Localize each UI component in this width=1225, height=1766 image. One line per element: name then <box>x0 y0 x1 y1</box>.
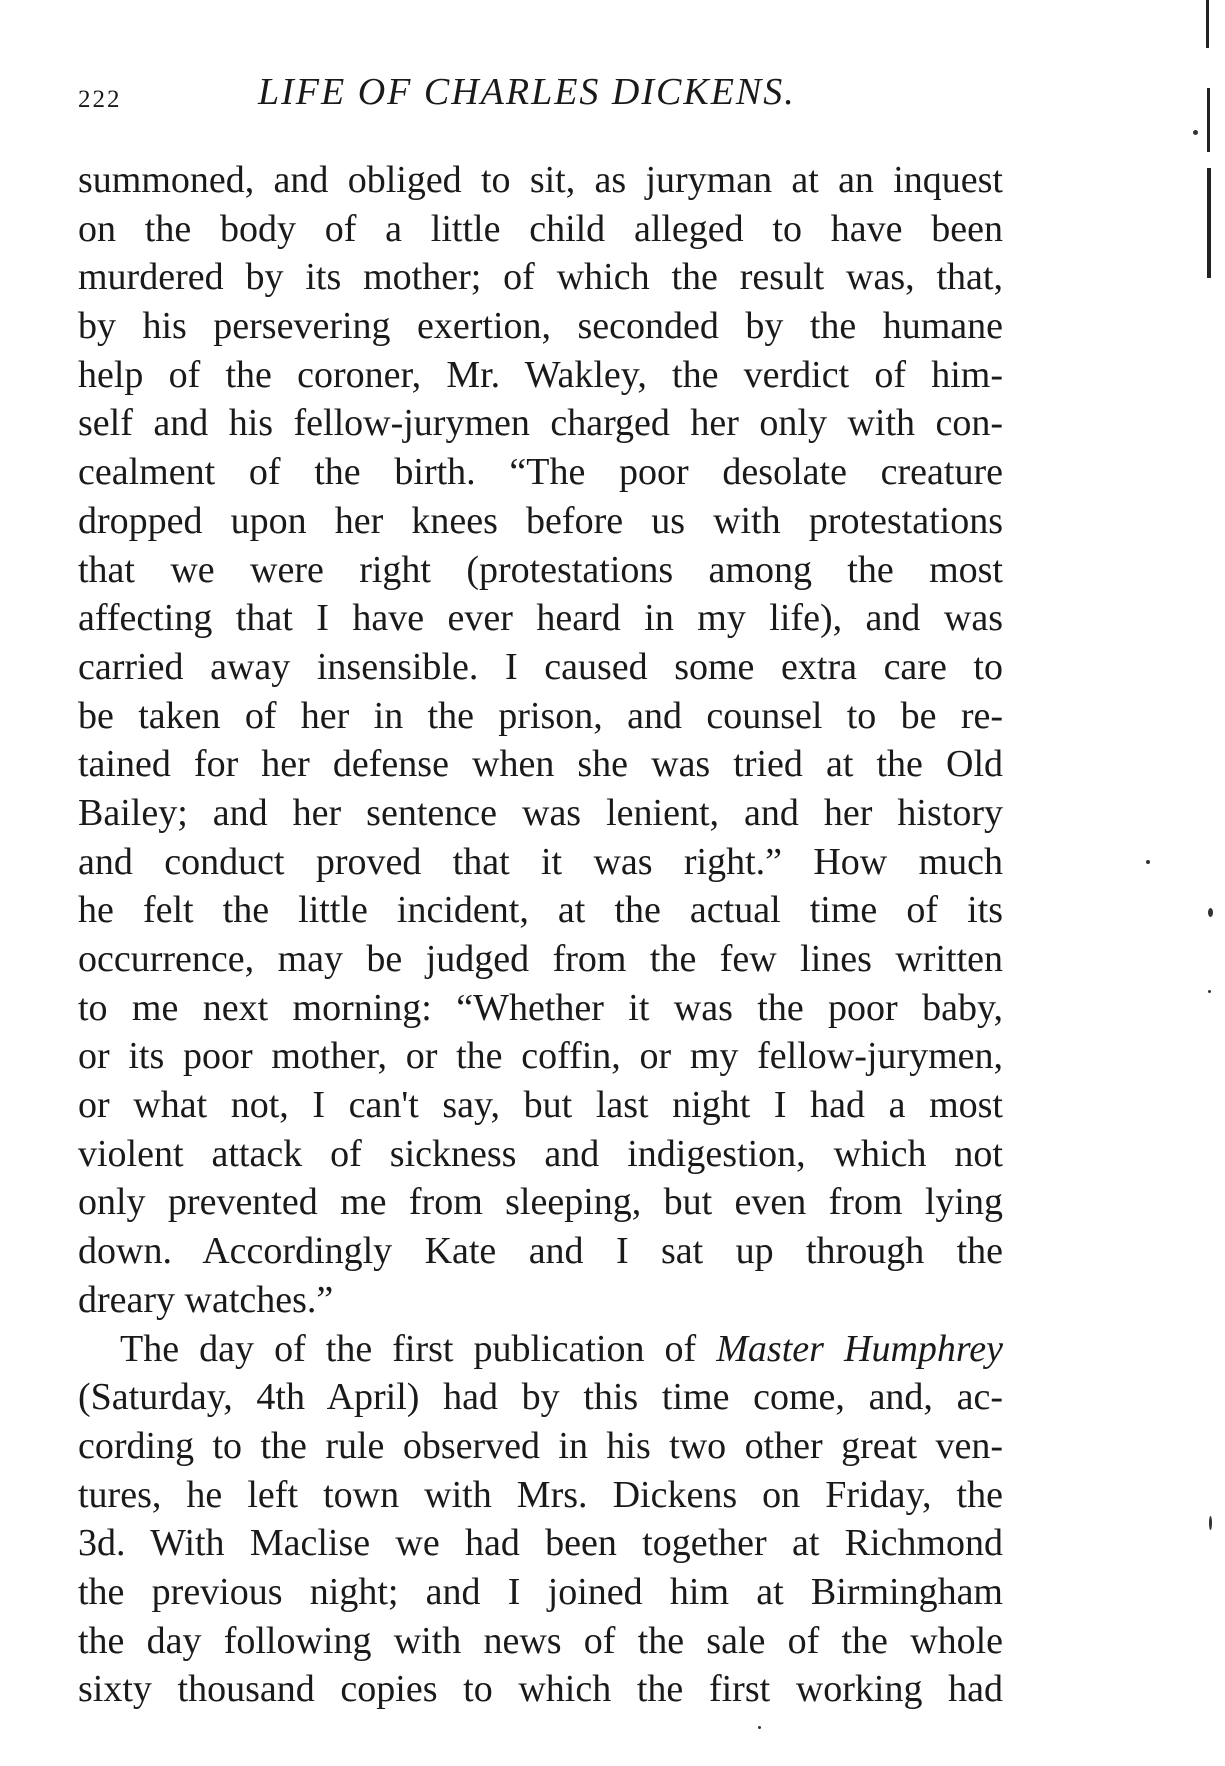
text-line: carried away insensible. I caused some extra care to <box>78 645 1003 688</box>
text-line: sixty thousand copies to which the first working had <box>78 1668 1003 1711</box>
text-line: summoned, and obliged to sit, as juryman at an inquest <box>78 159 1003 201</box>
text-line: on the body of a little child alleged to have been <box>78 207 1003 250</box>
text-line: help of the coroner, Mr. Wakley, the verdict of him- <box>78 353 1003 396</box>
text-line: the day following with news of the sale of the whole <box>78 1619 1003 1662</box>
scan-speck <box>1193 130 1198 135</box>
scan-margin-mark <box>1207 168 1211 278</box>
scan-margin-mark <box>1207 88 1210 152</box>
text-line: (Saturday, 4th April) had by this time come, and, ac- <box>78 1376 1003 1419</box>
text-line: cealment of the birth. “The poor desolate creature <box>78 451 1003 494</box>
text-line: by his persevering exertion, seconded by the humane <box>78 305 1003 348</box>
text-line: and conduct proved that it was right.” How much <box>78 840 1003 883</box>
text-line: only prevented me from sleeping, but even from lying <box>78 1181 1003 1224</box>
text-line: tained for her defense when she was tried at the Old <box>78 743 1003 786</box>
page-header <box>78 70 1003 120</box>
text-line: the previous night; and I joined him at Birmingham <box>78 1570 1003 1613</box>
scan-speck <box>758 1726 761 1729</box>
text-line: tures, he left town with Mrs. Dickens on Friday, the <box>78 1473 1003 1516</box>
text-line: down. Accordingly Kate and I sat up through the <box>78 1230 1003 1273</box>
text-line: that we were right (protestations among the most <box>78 548 1003 591</box>
text-line: 3d. With Maclise we had been together at Richmond <box>78 1522 1003 1565</box>
text-line: murdered by its mother; of which the result was, that, <box>78 256 1003 299</box>
text-line: be taken of her in the prison, and counsel to be re- <box>78 694 1003 737</box>
text-line: cording to the rule observed in his two other great ven- <box>78 1424 1003 1467</box>
scan-speck <box>1208 990 1211 993</box>
text-line: dropped upon her knees before us with protestations <box>78 499 1003 542</box>
body-text <box>78 156 1003 1714</box>
text-line: self and his fellow-jurymen charged her only with con- <box>78 402 1003 445</box>
scan-speck <box>1208 908 1213 917</box>
text-line: to me next morning: “Whether it was the poor baby, <box>78 986 1003 1029</box>
text-run: The day of the first publication of <box>120 1327 717 1370</box>
text-line: he felt the little incident, at the actual time of its <box>78 889 1003 932</box>
page-number: 222 <box>78 86 122 113</box>
text-line: occurrence, may be judged from the few lines written <box>78 938 1003 980</box>
text-line: dreary watches.” <box>78 1278 334 1321</box>
text-line: Bailey; and her sentence was lenient, and her history <box>78 791 1003 834</box>
running-title: LIFE OF CHARLES DICKENS. <box>258 71 796 113</box>
text-line: or its poor mother, or the coffin, or my fellow-jurymen, <box>78 1035 1003 1078</box>
text-line: violent attack of sickness and indigestion, which not <box>78 1132 1003 1175</box>
scan-speck <box>1146 860 1150 864</box>
text-line: affecting that I have ever heard in my life), and was <box>78 597 1003 640</box>
book-title: Master Humphrey <box>716 1327 1003 1370</box>
paragraph-start-line <box>78 1325 1003 1374</box>
text-line: or what not, I can't say, but last night I had a most <box>78 1084 1003 1127</box>
scan-margin-mark <box>1206 0 1209 48</box>
scan-speck <box>1209 1516 1212 1530</box>
